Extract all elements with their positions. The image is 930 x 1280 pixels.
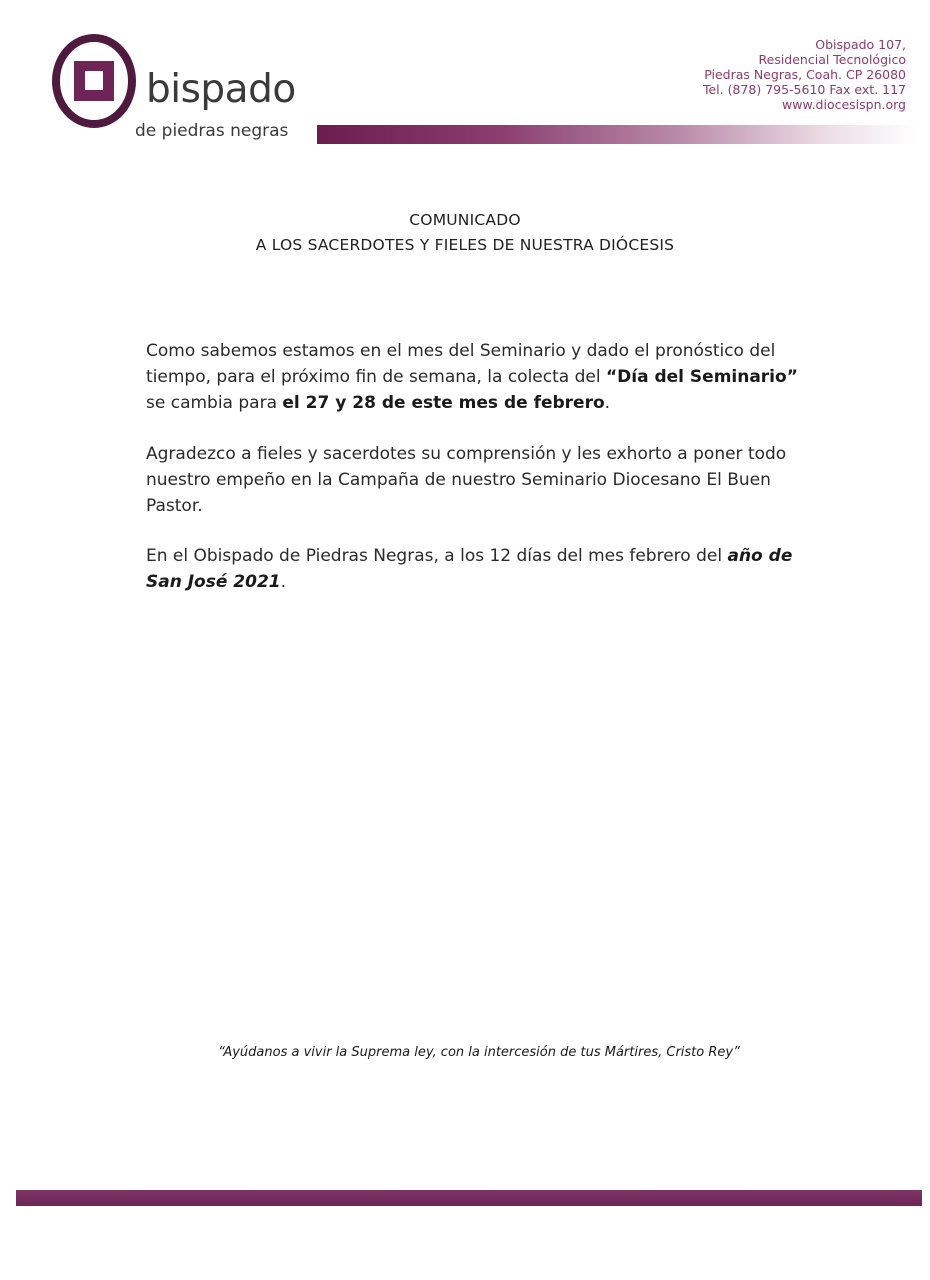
logo-wordmark: bispado (146, 67, 296, 112)
footer-bar (16, 1190, 922, 1206)
document-subtitle: A LOS SACERDOTES Y FIELES DE NUESTRA DIÓCESIS (255, 236, 675, 254)
address-line-city: Piedras Negras, Coah. CP 26080 (704, 67, 906, 82)
address-line-colony: Residencial Tecnológico (758, 52, 906, 67)
p1-text-e: . (604, 393, 611, 413)
address-line-street: Obispado 107, (815, 37, 906, 52)
p3-text-a: En el Obispado de Piedras Negras, a los 12 días del mes febrero del (146, 546, 728, 566)
p3-emphasis-year: año de San José 2021 (146, 546, 793, 592)
p1-emphasis-seminary-day: “Día del Seminario” (605, 367, 798, 387)
diocese-logo-icon (51, 33, 137, 129)
p1-emphasis-dates: el 27 y 28 de este mes de febrero (282, 393, 605, 413)
header-gradient-bar (317, 125, 917, 144)
p1-text-c: se cambia para (146, 393, 283, 413)
paragraph-signature-date (146, 543, 816, 595)
document-title: COMUNICADO (409, 211, 521, 229)
address-line-website: www.diocesispn.org (782, 97, 906, 112)
p3-text-c: . (280, 572, 287, 592)
address-line-phone: Tel. (878) 795-5610 Fax ext. 117 (702, 82, 906, 97)
address-block (703, 37, 906, 112)
logo-subtitle: de piedras negras (135, 121, 289, 141)
p1-text-a: Como sabemos estamos en el mes del Seminario y dado el pronóstico del tiempo, para el próximo fin de semana, la colecta del (146, 341, 776, 387)
paragraph-thanks: Agradezco a fieles y sacerdotes su comprensión y les exhorto a poner todo nuestro empeño en la Campaña de nuestro Seminario Diocesano El Buen Pastor. (146, 444, 787, 516)
footer-motto: “Ayúdanos a vivir la Suprema ley, con la intercesión de tus Mártires, Cristo Rey” (218, 1045, 740, 1060)
paragraph-collection-change (146, 338, 816, 416)
